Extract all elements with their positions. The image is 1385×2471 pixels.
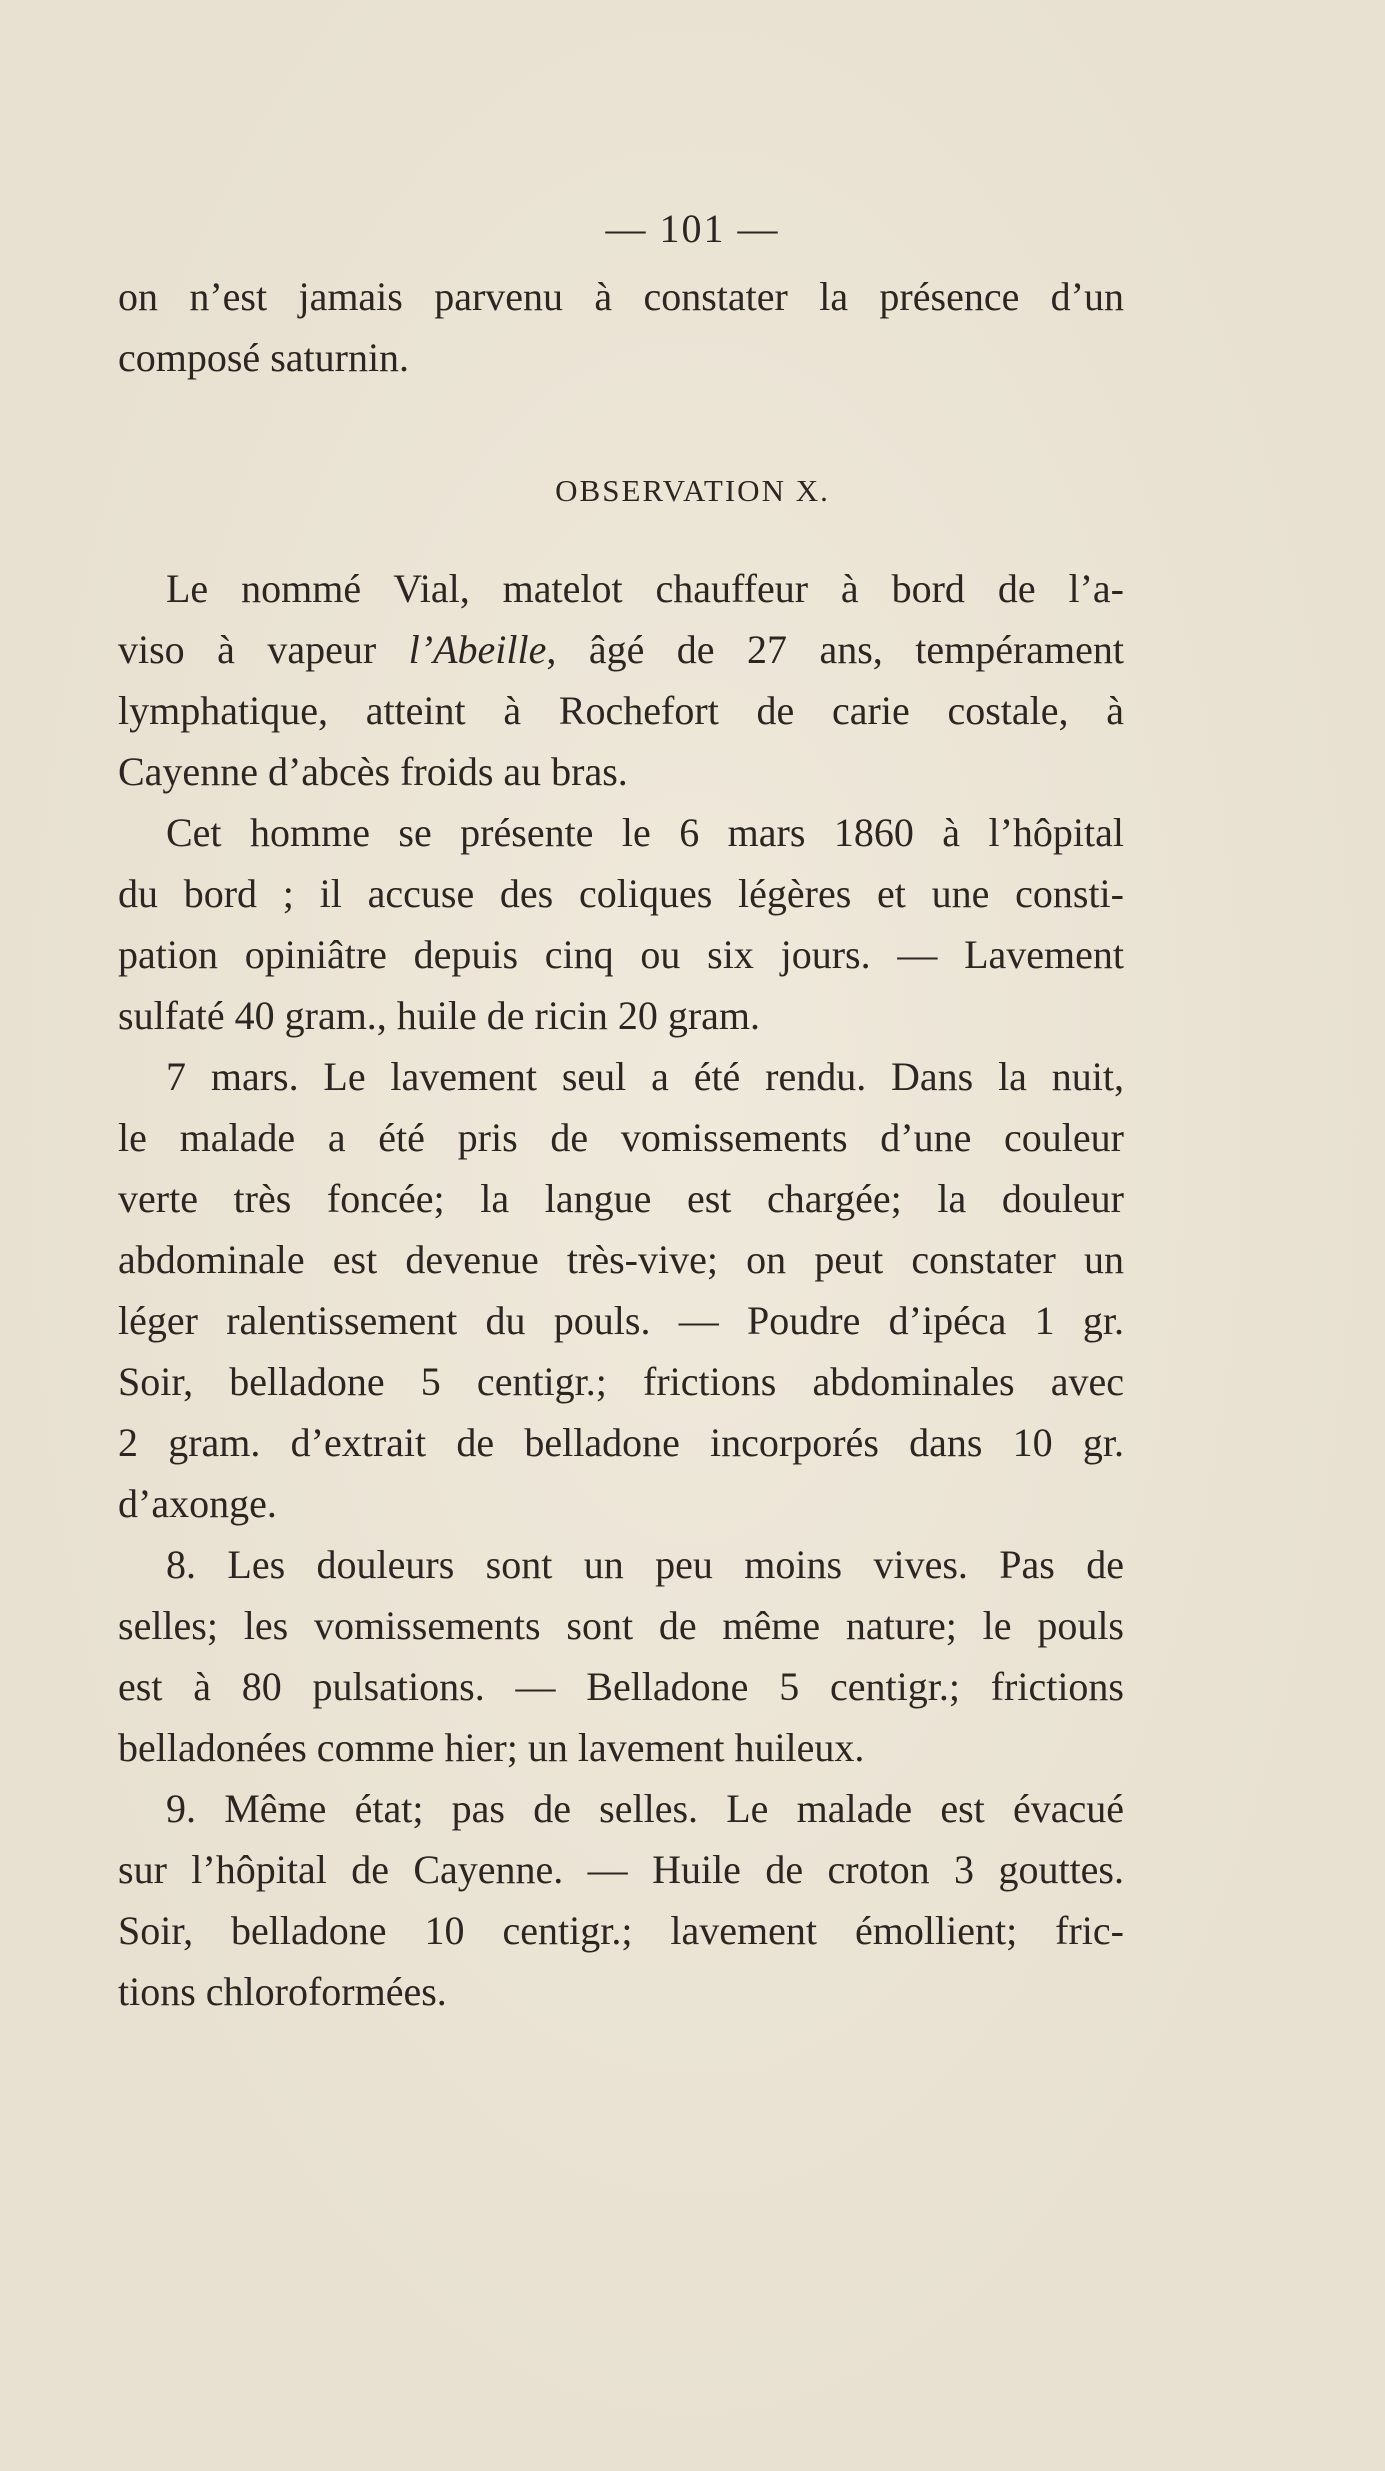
- text-line: viso à vapeur l’Abeille, âgé de 27 ans, tempérament: [118, 627, 1125, 672]
- paragraph: [118, 1046, 1124, 1534]
- ship-name: l’Abeille: [408, 627, 547, 672]
- text-line: abdominale est devenue très-vive; on peut constater un: [118, 1237, 1124, 1282]
- text-line: Soir, belladone 10 centigr.; lavement émollient; fric-: [118, 1908, 1124, 1953]
- text-line: tions chloroformées.: [118, 1969, 447, 2014]
- text-line: 9. Même état; pas de selles. Le malade est évacué: [166, 1786, 1124, 1831]
- text-line: léger ralentissement du pouls. — Poudre d’ipéca 1 gr.: [118, 1298, 1124, 1343]
- text-line: est à 80 pulsations. — Belladone 5 centigr.; frictions: [118, 1664, 1124, 1709]
- paragraph: [118, 558, 1124, 802]
- text-line: 7 mars. Le lavement seul a été rendu. Dans la nuit,: [166, 1054, 1124, 1099]
- page-number: — 101 —: [605, 206, 780, 251]
- text-line: sulfaté 40 gram., huile de ricin 20 gram.: [118, 993, 761, 1038]
- text-line: 2 gram. d’extrait de belladone incorporés dans 10 gr.: [118, 1420, 1124, 1465]
- text-line: Cet homme se présente le 6 mars 1860 à l’hôpital: [166, 810, 1124, 855]
- text-line: du bord ; il accuse des coliques légères et une consti-: [118, 871, 1124, 916]
- text-line: Soir, belladone 5 centigr.; frictions abdominales avec: [118, 1359, 1124, 1404]
- paragraph: [118, 802, 1124, 1046]
- text-line: verte très foncée; la langue est chargée; la douleur: [118, 1176, 1124, 1221]
- text-line: on n’est jamais parvenu à constater la présence d’un: [118, 274, 1124, 319]
- text-line: d’axonge.: [118, 1481, 277, 1526]
- paragraph: [118, 1534, 1124, 1778]
- text-line: pation opiniâtre depuis cinq ou six jours. — Lavement: [118, 932, 1124, 977]
- text-line: Le nommé Vial, matelot chauffeur à bord de l’a-: [166, 566, 1124, 611]
- text-line: composé saturnin.: [118, 335, 410, 380]
- intro-paragraph: [118, 266, 1124, 388]
- section-heading: OBSERVATION X.: [555, 473, 830, 508]
- text-line: 8. Les douleurs sont un peu moins vives. Pas de: [166, 1542, 1124, 1587]
- text-line: le malade a été pris de vomissements d’une couleur: [118, 1115, 1124, 1160]
- text-line: sur l’hôpital de Cayenne. — Huile de croton 3 gouttes.: [118, 1847, 1124, 1892]
- text-line: selles; les vomissements sont de même nature; le pouls: [118, 1603, 1124, 1648]
- text-line: Cayenne d’abcès froids au bras.: [118, 749, 628, 794]
- text-line: belladonées comme hier; un lavement huileux.: [118, 1725, 865, 1770]
- text-line: lymphatique, atteint à Rochefort de carie costale, à: [118, 688, 1124, 733]
- observation-body: [118, 558, 1124, 2022]
- paragraph: [118, 1778, 1124, 2022]
